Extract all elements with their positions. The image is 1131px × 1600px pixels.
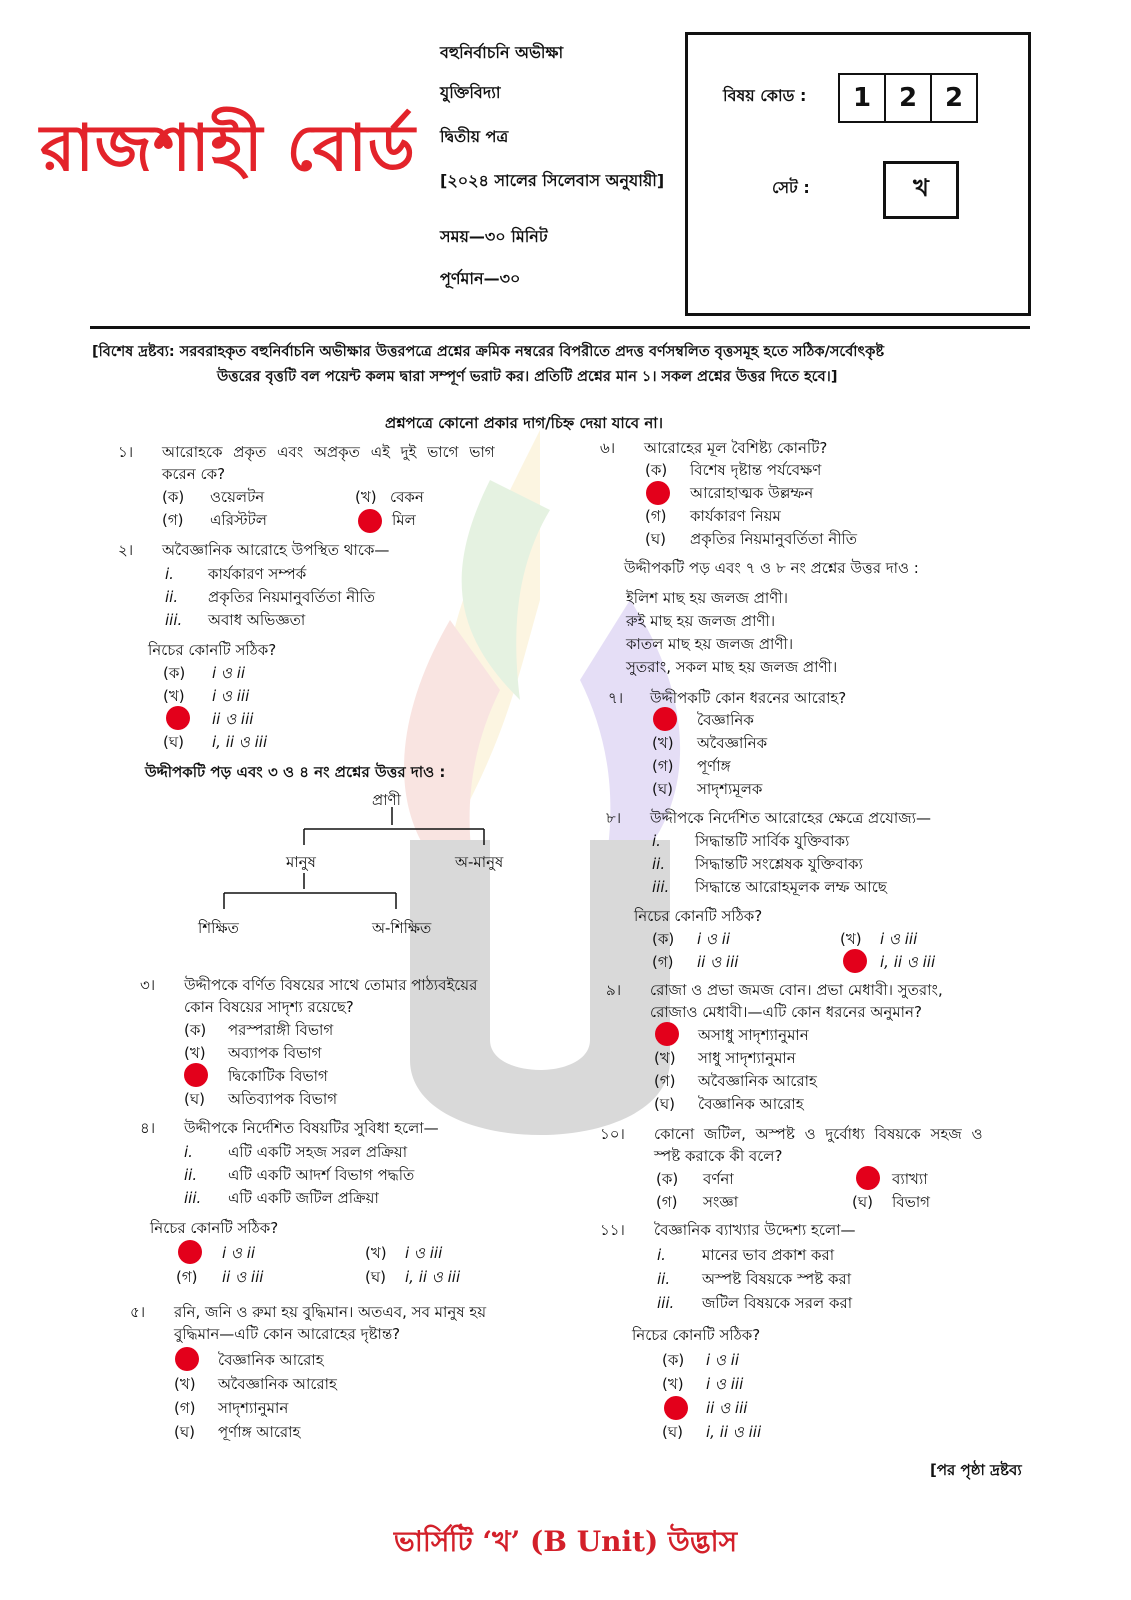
q11-stmt-i: মানের ভাব প্রকাশ করা bbox=[702, 1246, 835, 1264]
q4-stmt-i: এটি একটি সহজ সরল প্রক্রিয়া bbox=[228, 1143, 408, 1161]
q2-roman-i: i. bbox=[165, 565, 174, 583]
time-limit: সময়—৩০ মিনিট bbox=[440, 227, 548, 246]
q7-label-d: (ঘ) bbox=[652, 780, 673, 798]
q2-stmt-i: কার্যকারণ সম্পর্ক bbox=[208, 565, 307, 583]
q2-text: অবৈজ্ঞানিক আরোহে উপস্থিত থাকে— bbox=[162, 541, 390, 559]
q1-text-line2: করেন কে? bbox=[162, 465, 226, 483]
q7-text: উদ্দীপকটি কোন ধরনের আরোহ? bbox=[650, 689, 847, 707]
q8-roman-ii: ii. bbox=[652, 855, 666, 873]
q8-which-correct: নিচের কোনটি সঠিক? bbox=[634, 907, 763, 925]
q10-text-line2: স্পষ্ট করাকে কী বলে? bbox=[654, 1147, 783, 1165]
instruction-line-3: প্রশ্নপত্রে কোনো প্রকার দাগ/চিহ্ন দেয়া যাবে না। bbox=[385, 414, 664, 432]
q1-answer-dot bbox=[358, 509, 382, 533]
q11-label-a: (ক) bbox=[662, 1351, 685, 1369]
q10-label-d: (ঘ) bbox=[852, 1193, 873, 1211]
q6-option-b: আরোহাত্মক উল্লম্ফন bbox=[690, 484, 814, 502]
q2-label-a: (ক) bbox=[163, 664, 186, 682]
q2-stmt-iii: অবাধ অভিজ্ঞতা bbox=[208, 611, 306, 629]
board-title: রাজশাহী বোর্ড bbox=[40, 112, 416, 186]
q6-option-d: প্রকৃতির নিয়মানুবর্তিতা নীতি bbox=[690, 530, 858, 548]
q11-roman-ii: ii. bbox=[657, 1270, 671, 1288]
q10-option-c: সংজ্ঞা bbox=[703, 1193, 739, 1211]
q4-answer-dot bbox=[178, 1240, 202, 1264]
q3-option-b: অব্যাপক বিভাগ bbox=[228, 1044, 322, 1062]
q5-label-b: (খ) bbox=[174, 1375, 196, 1393]
q3-option-a: পরস্পরাঙ্গী বিভাগ bbox=[228, 1021, 334, 1039]
q5-label-d: (ঘ) bbox=[174, 1423, 195, 1441]
q3-option-c: দ্বিকোটিক বিভাগ bbox=[228, 1067, 328, 1085]
q4-roman-ii: ii. bbox=[184, 1166, 198, 1184]
q4-label-d: (ঘ) bbox=[365, 1268, 386, 1286]
q5-option-c: সাদৃশ্যানুমান bbox=[218, 1399, 289, 1417]
q4-option-a: i ও ii bbox=[222, 1244, 256, 1262]
q4-option-d: i, ii ও iii bbox=[405, 1268, 461, 1286]
diagram-root: প্রাণী bbox=[372, 791, 401, 809]
set-label: সেট : bbox=[772, 178, 810, 197]
diagram-human: মানুষ bbox=[286, 853, 316, 871]
q2-label-b: (খ) bbox=[163, 687, 185, 705]
q1-text-line1: আরোহকে প্রকৃত এবং অপ্রকৃত এই দুই ভাগে ভাগ bbox=[162, 443, 495, 461]
header-divider bbox=[90, 326, 1030, 329]
q5-option-a: বৈজ্ঞানিক আরোহ bbox=[218, 1351, 324, 1369]
q10-label-c: (গ) bbox=[656, 1193, 678, 1211]
q2-option-d: i, ii ও iii bbox=[212, 733, 268, 751]
q11-roman-i: i. bbox=[657, 1246, 666, 1264]
q9-option-a: অসাধু সাদৃশ্যানুমান bbox=[698, 1026, 809, 1044]
q5-option-d: পূর্ণাঙ্গ আরোহ bbox=[218, 1423, 301, 1441]
stimulus-2-line3: কাতল মাছ হয় জলজ প্রাণী। bbox=[626, 635, 794, 653]
q1-label-c: (গ) bbox=[162, 511, 184, 529]
q7-label-c: (গ) bbox=[652, 757, 674, 775]
q11-roman-iii: iii. bbox=[657, 1294, 675, 1312]
q6-option-c: কার্যকারণ নিয়ম bbox=[690, 507, 781, 525]
q4-label-c: (গ) bbox=[176, 1268, 198, 1286]
q11-label-d: (ঘ) bbox=[662, 1423, 683, 1441]
q8-option-d: i, ii ও iii bbox=[880, 953, 936, 971]
q9-text-line1: রোজা ও প্রভা জমজ বোন। প্রভা মেধাবী। সুতরাং, bbox=[650, 981, 943, 999]
q3-label-b: (খ) bbox=[184, 1044, 206, 1062]
q3-answer-dot bbox=[184, 1063, 208, 1087]
subject-code-panel bbox=[685, 32, 1031, 316]
subject-name: যুক্তিবিদ্যা bbox=[440, 83, 501, 102]
q9-option-b: সাধু সাদৃশ্যানুমান bbox=[698, 1049, 796, 1067]
q8-label-c: (গ) bbox=[652, 953, 674, 971]
stimulus-2-line2: রুই মাছ হয় জলজ প্রাণী। bbox=[626, 612, 776, 630]
q3-number: ৩। bbox=[140, 976, 156, 994]
q5-text-line1: রনি, জনি ও রুমা হয় বুদ্ধিমান। অতএব, সব মানুষ হয় bbox=[174, 1303, 487, 1321]
q7-option-a: বৈজ্ঞানিক bbox=[697, 711, 754, 729]
q11-option-a: i ও ii bbox=[706, 1351, 740, 1369]
q11-number: ১১। bbox=[600, 1221, 625, 1239]
q10-number: ১০। bbox=[600, 1125, 625, 1143]
q11-option-d: i, ii ও iii bbox=[706, 1423, 762, 1441]
q1-option-a: ওয়েলটন bbox=[210, 488, 265, 506]
q6-label-c: (গ) bbox=[645, 507, 667, 525]
q7-option-b: অবৈজ্ঞানিক bbox=[697, 734, 768, 752]
q5-text-line2: বুদ্ধিমান—এটি কোন আরোহের দৃষ্টান্ত? bbox=[174, 1325, 401, 1343]
q8-option-a: i ও ii bbox=[697, 930, 731, 948]
q10-answer-dot bbox=[856, 1166, 880, 1190]
subject-code-digit-1: 1 bbox=[838, 73, 886, 123]
q2-roman-ii: ii. bbox=[165, 588, 179, 606]
q4-roman-iii: iii. bbox=[184, 1189, 202, 1207]
q6-answer-dot bbox=[646, 481, 670, 505]
q10-text-line1: কোনো জটিল, অস্পষ্ট ও দুর্বোধ্য বিষয়কে সহজ ও bbox=[654, 1125, 983, 1143]
subject-code-digit-3: 2 bbox=[930, 73, 978, 123]
q7-number: ৭। bbox=[608, 689, 624, 707]
q7-option-d: সাদৃশ্যমূলক bbox=[697, 780, 763, 798]
q1-option-d: মিল bbox=[392, 511, 416, 529]
instruction-line-2: উত্তরের বৃত্তটি বল পয়েন্ট কলম দ্বারা সম্পূর্ণ ভরাট কর। প্রতিটি প্রশ্নের মান ১। সকল প্রশ্নের উত্তর দিতে হবে।] bbox=[217, 369, 838, 385]
q4-which-correct: নিচের কোনটি সঠিক? bbox=[150, 1219, 279, 1237]
q6-text: আরোহের মূল বৈশিষ্ট্য কোনটি? bbox=[644, 439, 828, 457]
q4-option-c: ii ও iii bbox=[222, 1268, 264, 1286]
diagram-uneducated: অ-শিক্ষিত bbox=[372, 919, 432, 937]
next-page-note: [পর পৃষ্ঠা দ্রষ্টব্য bbox=[930, 1461, 1022, 1479]
q6-label-d: (ঘ) bbox=[645, 530, 666, 548]
q2-option-b: i ও iii bbox=[212, 687, 250, 705]
stimulus-2-instruction: উদ্দীপকটি পড় এবং ৭ ও ৮ নং প্রশ্নের উত্তর দাও : bbox=[624, 559, 919, 577]
q4-roman-i: i. bbox=[184, 1143, 193, 1161]
q8-answer-dot bbox=[843, 949, 867, 973]
q1-number: ১। bbox=[118, 443, 134, 461]
q10-option-d: বিভাগ bbox=[892, 1193, 930, 1211]
q2-answer-dot bbox=[166, 706, 190, 730]
q3-option-d: অতিব্যাপক বিভাগ bbox=[228, 1090, 338, 1108]
q9-text-line2: রোজাও মেধাবী।—এটি কোন ধরনের অনুমান? bbox=[650, 1003, 922, 1021]
q1-label-b: (খ) bbox=[355, 488, 377, 506]
q8-roman-i: i. bbox=[652, 832, 661, 850]
q2-option-c: ii ও iii bbox=[212, 710, 254, 728]
q10-option-a: বর্ণনা bbox=[703, 1170, 734, 1188]
q6-number: ৬। bbox=[600, 439, 616, 457]
q9-option-c: অবৈজ্ঞানিক আরোহ bbox=[698, 1072, 817, 1090]
q4-stmt-iii: এটি একটি জটিল প্রক্রিয়া bbox=[228, 1189, 379, 1207]
q8-stmt-i: সিদ্ধান্তটি সার্বিক যুক্তিবাক্য bbox=[695, 832, 850, 850]
q2-roman-iii: iii. bbox=[165, 611, 183, 629]
q8-text: উদ্দীপকে নির্দেশিত আরোহের ক্ষেত্রে প্রযোজ্য— bbox=[650, 809, 931, 827]
q2-which-correct: নিচের কোনটি সঠিক? bbox=[148, 641, 277, 659]
q4-stmt-ii: এটি একটি আদর্শ বিভাগ পদ্ধতি bbox=[228, 1166, 415, 1184]
q11-answer-dot bbox=[664, 1396, 688, 1420]
q3-text-line2: কোন বিষয়ের সাদৃশ্য রয়েছে? bbox=[184, 998, 354, 1016]
exam-type: বহুনির্বাচনি অভীক্ষা bbox=[440, 43, 564, 62]
q8-label-b: (খ) bbox=[840, 930, 862, 948]
q3-label-d: (ঘ) bbox=[184, 1090, 205, 1108]
q6-label-a: (ক) bbox=[645, 461, 668, 479]
q7-answer-dot bbox=[653, 707, 677, 731]
subject-code-digit-2: 2 bbox=[884, 73, 932, 123]
q2-option-a: i ও ii bbox=[212, 664, 246, 682]
q7-option-c: পূর্ণাঙ্গ bbox=[697, 757, 731, 775]
syllabus-note: [২০২৪ সালের সিলেবাস অনুযায়ী] bbox=[440, 171, 665, 190]
q5-answer-dot bbox=[175, 1347, 199, 1371]
diagram-educated: শিক্ষিত bbox=[198, 919, 239, 937]
q1-option-c: এরিস্টটল bbox=[210, 511, 267, 529]
set-value: খ bbox=[883, 161, 959, 219]
q2-stmt-ii: প্রকৃতির নিয়মানুবর্তিতা নীতি bbox=[208, 588, 376, 606]
q5-number: ৫। bbox=[130, 1303, 146, 1321]
q11-stmt-ii: অস্পষ্ট বিষয়কে স্পষ্ট করা bbox=[702, 1270, 852, 1288]
q1-option-b: বেকন bbox=[390, 488, 424, 506]
q8-stmt-iii: সিদ্ধান্তে আরোহমূলক লম্ফ আছে bbox=[695, 878, 887, 896]
q8-stmt-ii: সিদ্ধান্তটি সংশ্লেষক যুক্তিবাক্য bbox=[695, 855, 863, 873]
subject-code-label: বিষয় কোড : bbox=[723, 86, 807, 105]
q8-label-a: (ক) bbox=[652, 930, 675, 948]
brand-footer: ভার্সিটি ‘খ’ (B Unit) উদ্ভাস bbox=[393, 1525, 738, 1558]
q1-label-a: (ক) bbox=[162, 488, 185, 506]
q11-option-b: i ও iii bbox=[706, 1375, 744, 1393]
q3-label-a: (ক) bbox=[184, 1021, 207, 1039]
q2-number: ২। bbox=[118, 541, 134, 559]
stimulus-1-instruction: উদ্দীপকটি পড় এবং ৩ ও ৪ নং প্রশ্নের উত্তর দাও : bbox=[145, 763, 446, 781]
q9-label-c: (গ) bbox=[654, 1072, 676, 1090]
instructions bbox=[92, 340, 1037, 390]
q2-label-d: (ঘ) bbox=[163, 733, 184, 751]
q8-option-b: i ও iii bbox=[880, 930, 918, 948]
q8-option-c: ii ও iii bbox=[697, 953, 739, 971]
q3-text-line1: উদ্দীপকে বর্ণিত বিষয়ের সাথে তোমার পাঠ্যবইয়ের bbox=[184, 976, 478, 994]
full-marks: পূর্ণমান—৩০ bbox=[440, 269, 521, 288]
q8-roman-iii: iii. bbox=[652, 878, 670, 896]
q10-label-a: (ক) bbox=[656, 1170, 679, 1188]
instruction-line-1: [বিশেষ দ্রষ্টব্য: সরবরাহকৃত বহুনির্বাচনি অভীক্ষার উত্তরপত্রে প্রশ্নের ক্রমিক নম্বরের বিপরীতে প্রদত্ত বর্ণসম্বলিত বৃত্তসমূহ হতে সঠিক/সর্বোৎকৃষ্ট bbox=[92, 344, 885, 360]
q9-label-d: (ঘ) bbox=[654, 1095, 675, 1113]
q5-label-c: (গ) bbox=[174, 1399, 196, 1417]
q11-stmt-iii: জটিল বিষয়কে সরল করা bbox=[702, 1294, 853, 1312]
q4-label-b: (খ) bbox=[365, 1244, 387, 1262]
q9-number: ৯। bbox=[606, 981, 622, 999]
q9-label-b: (খ) bbox=[654, 1049, 676, 1067]
q11-label-b: (খ) bbox=[662, 1375, 684, 1393]
q8-number: ৮। bbox=[606, 809, 622, 827]
q4-number: ৪। bbox=[140, 1119, 156, 1137]
q11-option-c: ii ও iii bbox=[706, 1399, 748, 1417]
stimulus-2-line4: সুতরাং, সকল মাছ হয় জলজ প্রাণী। bbox=[626, 658, 838, 676]
q5-option-b: অবৈজ্ঞানিক আরোহ bbox=[218, 1375, 337, 1393]
paper-name: দ্বিতীয় পত্র bbox=[440, 127, 509, 146]
stimulus-2-line1: ইলিশ মাছ হয় জলজ প্রাণী। bbox=[626, 589, 788, 607]
q4-option-b: i ও iii bbox=[405, 1244, 443, 1262]
q11-text: বৈজ্ঞানিক ব্যাখ্যার উদ্দেশ্য হলো— bbox=[654, 1221, 856, 1239]
q9-answer-dot bbox=[655, 1022, 679, 1046]
q7-label-b: (খ) bbox=[652, 734, 674, 752]
diagram-non-human: অ-মানুষ bbox=[455, 853, 504, 871]
q6-option-a: বিশেষ দৃষ্টান্ত পর্যবেক্ষণ bbox=[690, 461, 822, 479]
q4-text: উদ্দীপকে নির্দেশিত বিষয়টির সুবিধা হলো— bbox=[184, 1119, 439, 1137]
q10-option-b: ব্যাখ্যা bbox=[892, 1170, 928, 1188]
q11-which-correct: নিচের কোনটি সঠিক? bbox=[632, 1326, 761, 1344]
q9-option-d: বৈজ্ঞানিক আরোহ bbox=[698, 1095, 804, 1113]
